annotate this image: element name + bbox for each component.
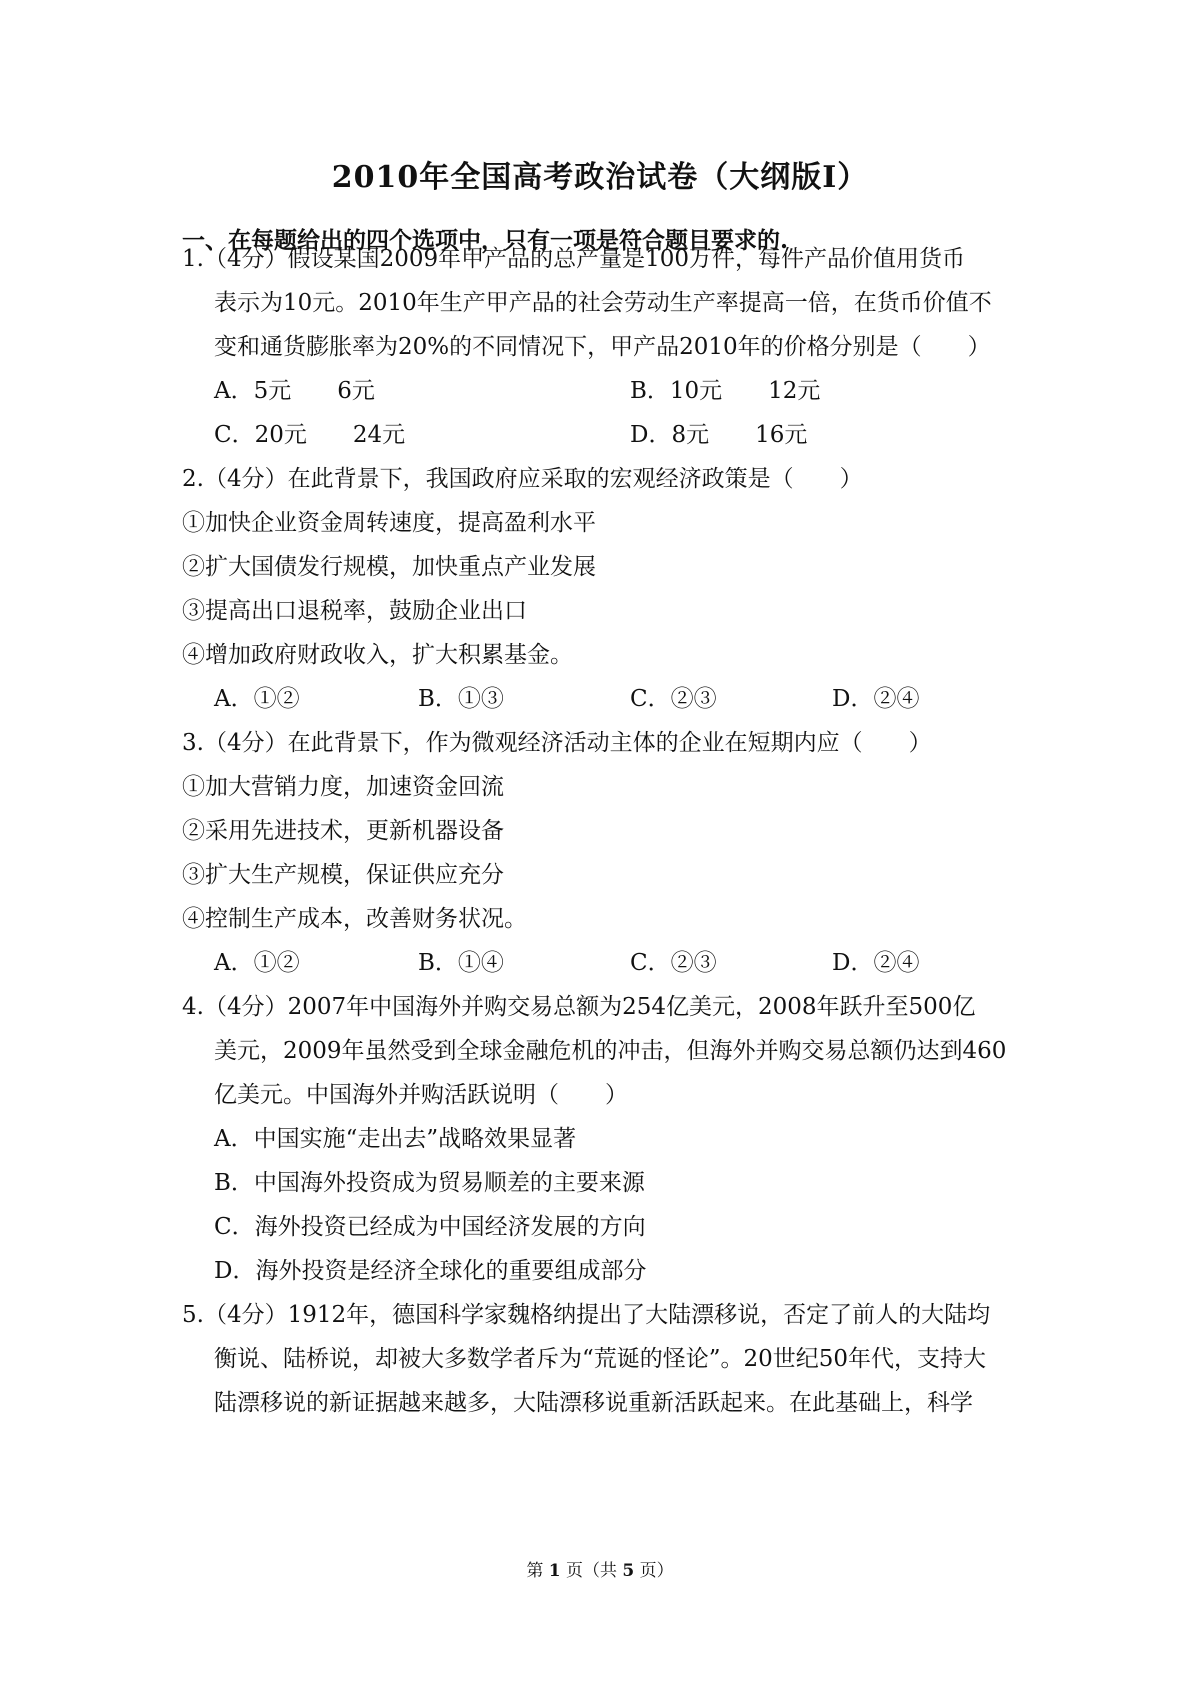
footer-page-number: 1: [548, 1561, 561, 1581]
q1-line-3: 变和通货膨胀率为20%的不同情况下，甲产品2010年的价格分别是（ ）: [214, 334, 991, 360]
q2-option-d: D．②④: [832, 686, 920, 712]
q4-option-a: A．中国实施“走出去”战略效果显著: [214, 1126, 577, 1152]
q1-option-b: B．10元 12元: [630, 378, 821, 404]
q4-option-c: C．海外投资已经成为中国经济发展的方向: [214, 1214, 646, 1240]
q1-option-c: C．20元 24元: [214, 422, 406, 448]
q2-option-a: A．①②: [214, 686, 300, 712]
q5-line-2: 衡说、陆桥说，却被大多数学者斥为“荒诞的怪论”。20世纪50年代，支持大: [214, 1346, 987, 1372]
q4-line-2: 美元，2009年虽然受到全球金融危机的冲击，但海外并购交易总额仍达到460: [214, 1038, 1007, 1064]
q1-line-1: 1.（4分）假设某国2009年甲产品的总产量是100万件，每件产品价值用货币: [182, 246, 966, 272]
q5-line-1: 5.（4分）1912年，德国科学家魏格纳提出了大陆漂移说，否定了前人的大陆均: [182, 1302, 991, 1328]
q4-line-1: 4.（4分）2007年中国海外并购交易总额为254亿美元，2008年跃升至500亿: [182, 994, 976, 1020]
q1-option-d: D．8元 16元: [630, 422, 808, 448]
footer-suffix: 页）: [639, 1561, 674, 1581]
q3-option-a: A．①②: [214, 950, 300, 976]
footer-prefix: 第: [526, 1561, 544, 1581]
section-heading: 一、在每题给出的四个选项中，只有一项是符合题目要求的.: [182, 227, 789, 254]
q3-option-d: D．②④: [832, 950, 920, 976]
q3-item-1: ①加大营销力度，加速资金回流: [182, 774, 504, 800]
q3-item-2: ②采用先进技术，更新机器设备: [182, 818, 504, 844]
q1-line-2: 表示为10元。2010年生产甲产品的社会劳动生产率提高一倍，在货币价值不: [214, 290, 992, 316]
page-footer: [0, 1556, 1200, 1581]
q4-line-3: 亿美元。中国海外并购活跃说明（ ）: [214, 1082, 628, 1108]
q3-item-3: ③扩大生产规模，保证供应充分: [182, 862, 504, 888]
q2-option-b: B．①③: [418, 686, 504, 712]
q2-item-2: ②扩大国债发行规模，加快重点产业发展: [182, 554, 596, 580]
q2-option-c: C．②③: [630, 686, 717, 712]
q4-option-d: D．海外投资是经济全球化的重要组成部分: [214, 1258, 647, 1284]
q5-line-3: 陆漂移说的新证据越来越多，大陆漂移说重新活跃起来。在此基础上，科学: [214, 1390, 973, 1416]
q2-stem: 2.（4分）在此背景下，我国政府应采取的宏观经济政策是（ ）: [182, 466, 863, 492]
footer-total-pages: 5: [622, 1561, 635, 1581]
q2-item-4: ④增加政府财政收入，扩大积累基金。: [182, 642, 573, 668]
q3-option-b: B．①④: [418, 950, 504, 976]
q3-stem: 3.（4分）在此背景下，作为微观经济活动主体的企业在短期内应（ ）: [182, 730, 932, 756]
q2-item-1: ①加快企业资金周转速度，提高盈利水平: [182, 510, 596, 536]
q2-item-3: ③提高出口退税率，鼓励企业出口: [182, 598, 527, 624]
q3-item-4: ④控制生产成本，改善财务状况。: [182, 906, 527, 932]
q1-option-a: A．5元 6元: [214, 378, 375, 404]
page-title: 2010年全国高考政治试卷（大纲版Ⅰ）: [331, 160, 869, 195]
q3-option-c: C．②③: [630, 950, 717, 976]
footer-middle: 页（共: [566, 1561, 617, 1581]
q4-option-b: B．中国海外投资成为贸易顺差的主要来源: [214, 1170, 645, 1196]
